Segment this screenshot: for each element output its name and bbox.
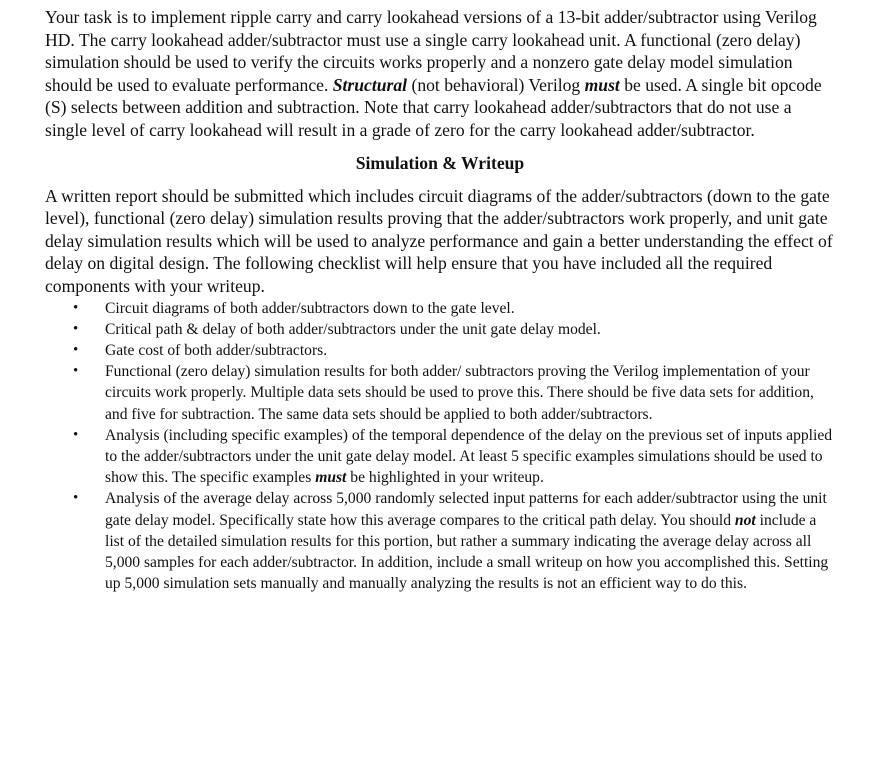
checklist-item-text: Analysis of the average delay across 5,000 randomly selected input patterns for each adder/subtractor using the unit gate delay model. Specifically state how this average compares to the critical path delay. You should (105, 490, 827, 529)
emphasis-must: must (584, 74, 620, 95)
intro-text-1: Your task is to implement ripple carry and carry lookahead versions of a 13-bit adder/subtractor using Verilog HD. The carry lookahead adder/subtractor must use a single carry lookahead unit. A functional (zero delay) simulation should be used to verify the circuits works properly and a nonzero gate delay model simulation should be used to evaluate performance. (45, 7, 817, 95)
bullet-icon: • (73, 299, 79, 316)
emphasis-must: must (315, 469, 347, 487)
checklist-item (45, 361, 835, 425)
checklist-item-text: Circuit diagrams of both adder/subtractors down to the gate level. (105, 299, 515, 317)
bullet-icon: • (73, 490, 79, 507)
checklist-item (45, 298, 835, 319)
checklist-item (45, 425, 835, 489)
bullet-icon: • (73, 426, 79, 443)
intro-text-3: be used. A single bit opcode (S) selects between addition and subtraction. Note that carry lookahead adder/subtractors that do not use a single level of carry lookahead will result in a grade of zero for the carry lookahead adder/subtractor. (45, 74, 822, 140)
checklist-item-text: Analysis (including specific examples) of the temporal dependence of the delay on the previous set of inputs applied to the adder/subtractors under the unit gate delay model. At least 5 specific examples simulations should be used to show this. The specific examples (105, 426, 833, 487)
checklist-item (45, 488, 835, 594)
checklist-item-text: Functional (zero delay) simulation results for both adder/ subtractors proving the Verilog implementation of your circuits work properly. Multiple data sets should be used to prove this. There should be five data sets for addition, and five for subtraction. The same data sets should be applied to both adder/subtractors. (105, 363, 814, 423)
emphasis-not: not (734, 511, 756, 529)
section-heading: Simulation & Writeup (355, 152, 525, 173)
checklist (45, 298, 835, 595)
intro-text-2: (not behavioral) Verilog (407, 74, 585, 95)
bullet-icon: • (73, 341, 79, 358)
document-page (45, 6, 835, 594)
checklist-item (45, 340, 835, 361)
checklist-item-text: be highlighted in your writeup. (346, 469, 544, 487)
checklist-item-text: Gate cost of both adder/subtractors. (105, 341, 328, 359)
report-paragraph: A written report should be submitted which includes circuit diagrams of the adder/subtractors (down to the gate level), functional (zero delay) simulation results proving that the adder/subtractors work properly, and unit gate delay simulation results which will be used to analyze performance and gain a better understanding the effect of delay on digital design. The following checklist will help ensure that you have included all the required components with your writeup. (45, 185, 833, 296)
bullet-icon: • (73, 363, 79, 380)
checklist-item-text: include a list of the detailed simulation results for this portion, but rather a summary indicating the average delay across all 5,000 samples for each adder/subtractor. In addition, include a small writeup on how you accomplished this. Setting up 5,000 simulation sets manually and manually analyzing the results is not an efficient way to do this. (105, 511, 829, 593)
checklist-item (45, 319, 835, 340)
bullet-icon: • (73, 320, 79, 337)
checklist-item-text: Critical path & delay of both adder/subtractors under the unit gate delay model. (105, 320, 601, 338)
emphasis-structural: Structural (332, 74, 408, 95)
intro-paragraph (45, 6, 835, 142)
